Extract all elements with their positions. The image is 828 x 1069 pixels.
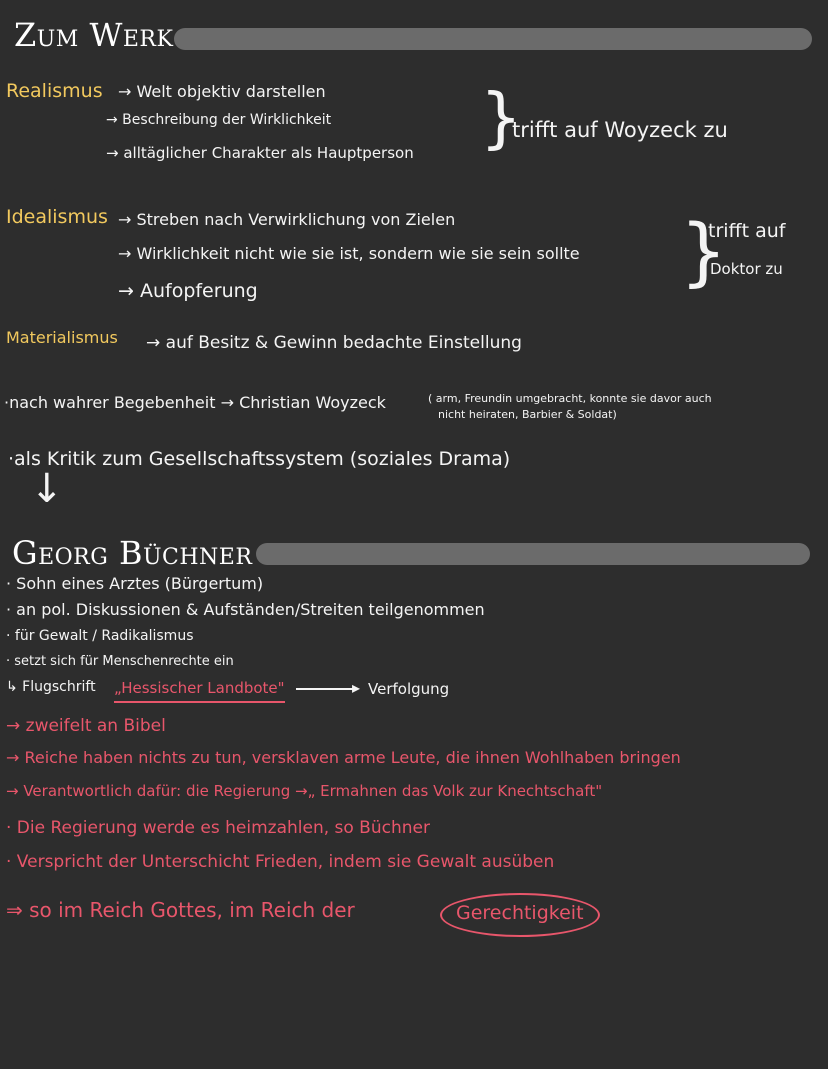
begebenheit-detail-2: nicht heiraten, Barbier & Soldat) [438, 408, 617, 421]
label-materialismus: Materialismus [6, 328, 118, 347]
flugschrift-prefix: ↳ Flugschrift [6, 679, 96, 695]
red-item-4: · Die Regierung werde es heimzahlen, so Büchner [6, 818, 430, 838]
begebenheit-text: ·nach wahrer Begebenheit → Christian Woyzeck [4, 393, 386, 412]
red-item-2: → Reiche haben nichts zu tun, versklaven arme Leute, die ihnen Wohlhaben bringen [6, 748, 681, 767]
buechner-item-4: · setzt sich für Menschenrechte ein [6, 654, 234, 669]
heading-bar-1 [174, 28, 812, 50]
red-item-1: → zweifelt an Bibel [6, 716, 166, 736]
idealismus-item-2: → Wirklichkeit nicht wie sie ist, sondern wie sie sein sollte [118, 244, 580, 263]
label-realismus: Realismus [6, 80, 103, 102]
flugschrift-arrow [296, 688, 356, 690]
buechner-item-3: · für Gewalt / Radikalismus [6, 628, 194, 644]
buechner-item-2: · an pol. Diskussionen & Aufständen/Streiten teilgenommen [6, 600, 485, 619]
brace-idealismus: } [680, 209, 728, 295]
idealismus-item-3: → Aufopferung [118, 280, 258, 302]
idealismus-item-1: → Streben nach Verwirklichung von Zielen [118, 210, 456, 229]
heading-zum-werk: Zum Werk [14, 16, 174, 54]
flugschrift-title: „Hessischer Landbote" [114, 679, 285, 703]
materialismus-text: → auf Besitz & Gewinn bedachte Einstellung [146, 333, 522, 353]
realismus-item-2: → Beschreibung der Wirklichkeit [106, 112, 332, 128]
realismus-item-3: → alltäglicher Charakter als Hauptperson [106, 144, 414, 162]
heading-georg-buechner: Georg Büchner [12, 534, 253, 572]
red-item-5: · Verspricht der Unterschicht Frieden, indem sie Gewalt ausüben [6, 852, 555, 872]
kritik-text: ·als Kritik zum Gesellschaftssystem (soziales Drama) [8, 448, 511, 470]
heading-bar-2 [256, 543, 810, 565]
idealismus-note-1: trifft auf [708, 220, 786, 242]
realismus-item-1: → Welt objektiv darstellen [118, 82, 326, 101]
red-item-3: → Verantwortlich dafür: die Regierung →„ Ermahnen das Volk zur Knechtschaft" [6, 782, 603, 800]
begebenheit-detail-1: ( arm, Freundin umgebracht, konnte sie davor auch [428, 392, 712, 405]
idealismus-note-2: Doktor zu [710, 260, 783, 278]
label-idealismus: Idealismus [6, 206, 108, 228]
buechner-item-1: · Sohn eines Arztes (Bürgertum) [6, 574, 264, 593]
flugschrift-arrowhead: ▸ [352, 678, 361, 697]
flugschrift-result: Verfolgung [368, 680, 450, 698]
brace-realismus: } [480, 79, 522, 156]
final-word: Gerechtigkeit [456, 902, 584, 924]
final-line: ⇒ so im Reich Gottes, im Reich der [6, 898, 355, 922]
realismus-note: trifft auf Woyzeck zu [512, 118, 728, 142]
down-arrow: ↓ [30, 466, 64, 512]
